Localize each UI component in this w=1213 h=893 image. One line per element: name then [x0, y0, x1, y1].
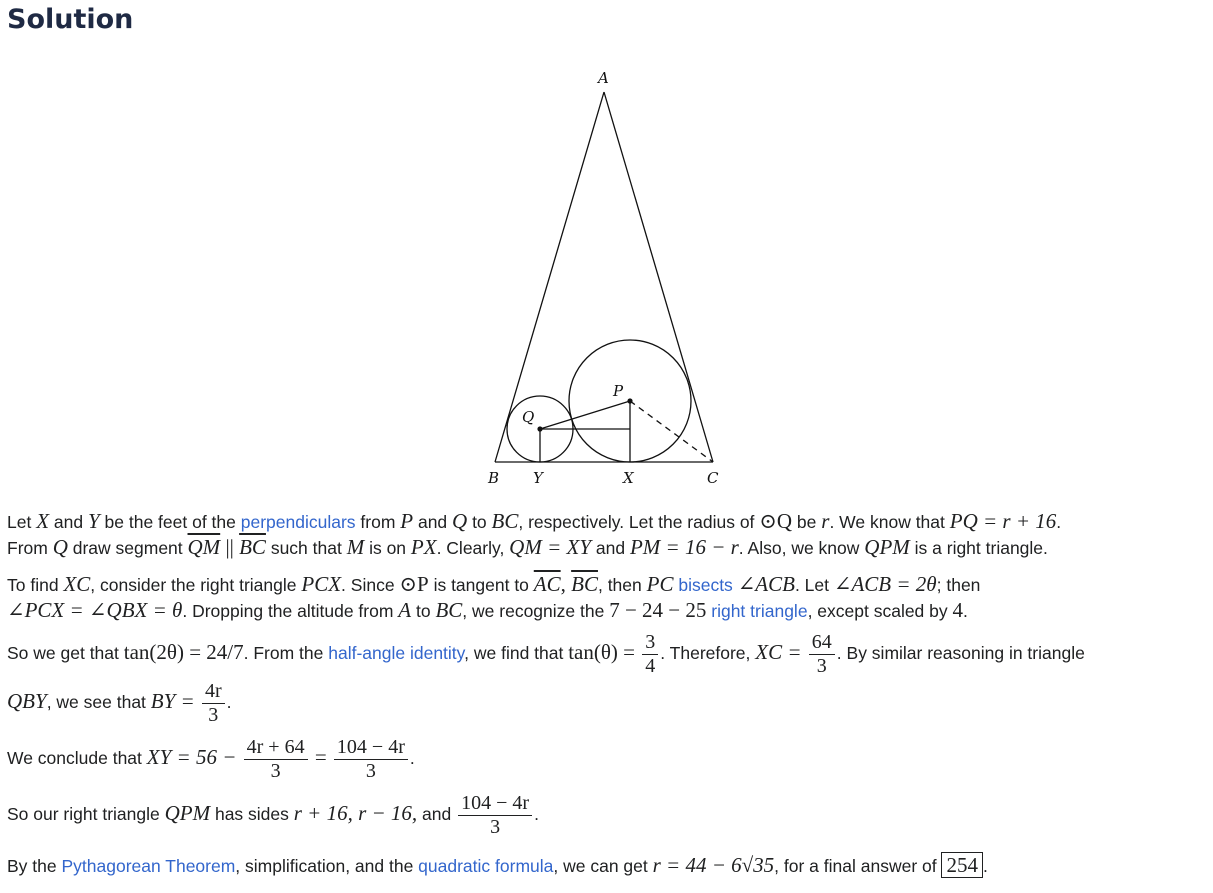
link-perpendiculars[interactable]: perpendiculars: [240, 512, 356, 532]
paragraph-by: QBY, we see that BY = $\frac{4r}{3}$ .: [7, 680, 232, 726]
fraction-sides-104: $\frac{104 - 4r}{3}$: [458, 792, 532, 839]
paragraph-xy: We conclude that XY = 56 − $\frac{4r + 64}{3}$ = $\frac{104 - 4r}{3}$ .: [7, 736, 415, 782]
segment-pq: [540, 401, 630, 429]
geometry-figure: [470, 62, 750, 492]
fraction-4r-plus-64: $\frac{4r + 64}{3}$: [244, 736, 308, 783]
label-p: P: [613, 382, 624, 400]
side-ab: [495, 92, 604, 462]
paragraph-sides: So our right triangle QPM has sides r + 16, r − 16, and $\frac{104 - 4r}{3}$ .: [7, 792, 539, 838]
fraction-64-thirds: $\frac{64}{3}$: [809, 631, 835, 678]
side-ac: [604, 92, 713, 462]
link-quadratic-formula[interactable]: quadratic formula: [418, 856, 554, 876]
label-b: B: [488, 469, 500, 487]
paragraph-answer: By the Pythagorean Theorem, simplification, and the quadratic formula, we can get r = 44 − 6√35, for a final answer of 254 .: [7, 853, 988, 877]
segment-pc: [630, 401, 713, 462]
link-bisects[interactable]: bisects: [678, 575, 733, 595]
fraction-three-quarters: $\frac{3}{4}$: [642, 631, 658, 678]
label-x: X: [623, 469, 634, 487]
solution-heading: Solution: [7, 4, 134, 35]
label-y: Y: [533, 469, 543, 487]
fraction-4r-thirds: $\frac{4r}{3}$: [202, 680, 225, 727]
paragraph-tangent: So we get that tan(2θ) = 24/7. From the half-angle identity, we find that tan(θ) = $\frac{3}{4}$ . Therefore, XC = $\frac{64}{3}$ . By similar reasoning in triangle: [7, 631, 1085, 677]
paragraph-altitude: ∠PCX = ∠QBX = θ. Dropping the altitude from A to BC, we recognize the 7 − 24 − 25 right triangle, except scaled by 4.: [7, 598, 968, 622]
label-c: C: [707, 469, 719, 487]
link-right-triangle[interactable]: right triangle: [711, 601, 808, 621]
final-answer-box: 254: [941, 852, 983, 878]
paragraph-find-xc: To find XC, consider the right triangle PCX. Since ⊙P is tangent to $\overline{AC}$, $\overline{BC}$, then PC bisects ∠ACB. Let ∠ACB = 2θ; then: [7, 572, 981, 596]
link-pythagorean-theorem[interactable]: Pythagorean Theorem: [61, 856, 236, 876]
point-q: [537, 426, 542, 431]
label-q: Q: [522, 408, 535, 426]
point-p: [627, 398, 632, 403]
triangle-diagram: [470, 62, 750, 492]
fraction-104-minus-4r: $\frac{104 - 4r}{3}$: [334, 736, 408, 783]
label-a: A: [598, 69, 609, 87]
link-half-angle-identity[interactable]: half-angle identity: [328, 643, 465, 664]
paragraph-segment-qm: From Q draw segment $\overline{QM}$ || $\overline{BC}$ such that M is on PX. Clearly, QM = XY and PM = 16 − r. Also, we know QPM is a right triangle.: [7, 535, 1048, 559]
paragraph-feet: Let X and Y be the feet of the perpendiculars from P and Q to BC, respectively. Let the radius of ⊙Q be r. We know that PQ = r + 16.: [7, 509, 1062, 533]
